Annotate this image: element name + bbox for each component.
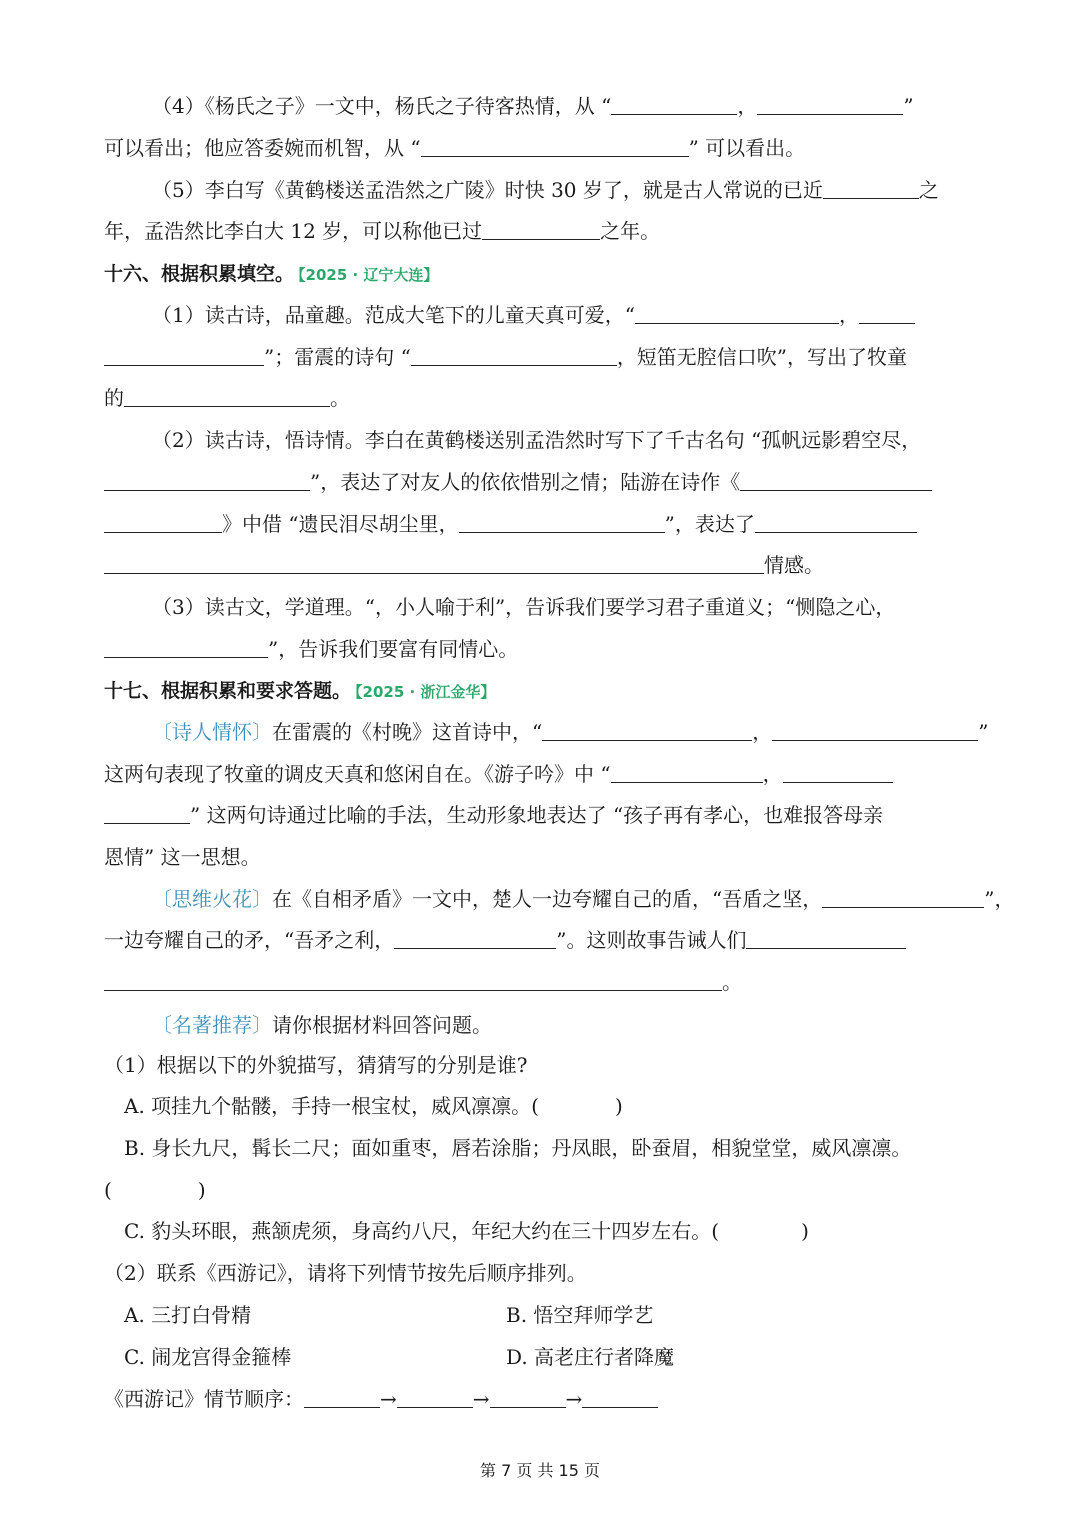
q15-item5-line2: 年，孟浩然比李白大 12 岁，可以称他已过 之年。: [104, 219, 661, 243]
answer-blank[interactable]: [859, 303, 915, 324]
answer-blank[interactable]: [823, 178, 919, 199]
answer-blank[interactable]: [104, 803, 190, 824]
answer-blank[interactable]: [740, 470, 932, 491]
answer-blank[interactable]: [394, 928, 556, 949]
answer-blank[interactable]: [611, 94, 737, 115]
q17-heading: 十七、根据积累和要求答题。 【2025 · 浙江金华】: [104, 680, 496, 702]
answer-blank[interactable]: [772, 720, 978, 741]
q17-poet-line3: ” 这两句诗通过比喻的手法，生动形象地表达了 “孩子再有孝心，也难报答母亲: [104, 801, 984, 829]
q16-item1-line3: 的 。: [104, 386, 350, 410]
q16-item2-line2: ”，表达了对友人的依依惜别之情；陆游在诗作《: [104, 468, 984, 496]
q16-item1-line1: （1）读古诗，品童趣。范成大笔下的儿童天真可爱，“ ，: [152, 301, 1032, 329]
answer-blank[interactable]: [104, 970, 722, 991]
answer-blank[interactable]: [757, 94, 903, 115]
answer-blank[interactable]: [611, 762, 763, 783]
answer-blank[interactable]: [459, 512, 665, 533]
answer-blank[interactable]: [104, 637, 268, 658]
answer-blank[interactable]: [104, 470, 310, 491]
plot-b: B. 悟空拜师学艺: [506, 1303, 654, 1327]
q16-item2-line4: 情感。: [104, 551, 984, 579]
plot-d: D. 高老庄行者降魔: [506, 1345, 675, 1369]
q16-item3-line1: （3）读古文，学道理。“，小人喻于利”，告诉我们要学习君子重道义；“恻隐之心，: [152, 595, 896, 619]
answer-blank[interactable]: [755, 512, 917, 533]
q16-item2-line3: 》中借 “遗民泪尽胡尘里， ”，表达了: [104, 510, 984, 538]
q17-poet-line4: 恩情” 这一思想。: [104, 845, 261, 869]
page-number: 第 7 页 共 15 页: [480, 1461, 600, 1480]
q17-poet-line1: 〔诗人情怀〕在雷震的《村晚》这首诗中，“ ， ”: [152, 720, 989, 744]
plot-order-line: 《西游记》情节顺序： → → →: [104, 1385, 984, 1413]
answer-blank[interactable]: [482, 219, 600, 240]
q15-item4-line1: （4）《杨氏之子》一文中，杨氏之子待客热情，从 “ ， ”: [152, 94, 914, 118]
q17-book-intro: 〔名著推荐〕请你根据材料回答问题。: [152, 1013, 492, 1037]
q17-spark-line3: 。: [104, 968, 984, 996]
tag-thinking-spark: 〔思维火花〕: [152, 887, 272, 911]
answer-blank[interactable]: [411, 345, 617, 366]
q17-option-b: B. 身长九尺，髯长二尺；面如重枣，唇若涂脂；丹凤眼，卧蚕眉，相貌堂堂，威风凛凛。: [124, 1136, 912, 1160]
answer-blank[interactable]: [304, 1387, 380, 1408]
q17-sub2: （2）联系《西游记》，请将下列情节按先后顺序排列。: [104, 1261, 587, 1285]
plot-c: C. 闹龙宫得金箍棒: [124, 1345, 292, 1369]
q16-item1-line2: ”；雷震的诗句 “ ，短笛无腔信口吹”，写出了牧童: [104, 343, 984, 371]
q17-poet-line2: 这两句表现了牧童的调皮天真和悠闲自在。《游子吟》中 “ ，: [104, 760, 984, 788]
answer-blank[interactable]: [421, 136, 689, 157]
answer-blank[interactable]: [397, 1387, 473, 1408]
plot-a: A. 三打白骨精: [124, 1303, 252, 1327]
answer-blank[interactable]: [635, 303, 839, 324]
q17-option-b-answer: ( ): [104, 1178, 206, 1202]
q15-item4-line2: 可以看出；他应答委婉而机智，从 “ ” 可以看出。: [104, 136, 806, 160]
answer-blank[interactable]: [104, 345, 264, 366]
answer-blank[interactable]: [582, 1387, 658, 1408]
answer-blank[interactable]: [124, 386, 330, 407]
answer-blank[interactable]: [746, 928, 906, 949]
q17-option-a: A. 项挂九个骷髅，手持一根宝杖，威风凛凛。( ): [124, 1094, 623, 1118]
answer-blank[interactable]: [783, 762, 893, 783]
q16-item2-line1: （2）读古诗，悟诗情。李白在黄鹤楼送别孟浩然时写下了千古名句 “孤帆远影碧空尽，: [152, 428, 922, 452]
answer-blank[interactable]: [104, 553, 764, 574]
q15-item5-line1: （5）李白写《黄鹤楼送孟浩然之广陵》时快 30 岁了，就是古人常说的已近 之: [152, 178, 939, 202]
answer-blank[interactable]: [542, 720, 752, 741]
answer-blank[interactable]: [490, 1387, 566, 1408]
tag-book-recommend: 〔名著推荐〕: [152, 1013, 272, 1037]
q17-sub1: （1）根据以下的外貌描写，猜猜写的分别是谁?: [104, 1053, 528, 1077]
q17-option-c: C. 豹头环眼，燕颔虎须，身高约八尺，年纪大约在三十四岁左右。( ): [124, 1219, 809, 1243]
q17-spark-line1: 〔思维火花〕在《自相矛盾》一文中，楚人一边夸耀自己的盾，“吾盾之坚， ”，: [152, 887, 1015, 911]
q17-spark-line2: 一边夸耀自己的矛，“吾矛之利， ”。这则故事告诫人们: [104, 926, 984, 954]
answer-blank[interactable]: [104, 512, 222, 533]
answer-blank[interactable]: [822, 887, 984, 908]
q16-item3-line2: ”，告诉我们要富有同情心。: [104, 635, 984, 663]
tag-poet-feelings: 〔诗人情怀〕: [152, 720, 272, 744]
q16-heading: 十六、根据积累填空。 【2025 · 辽宁大连】: [104, 263, 439, 285]
